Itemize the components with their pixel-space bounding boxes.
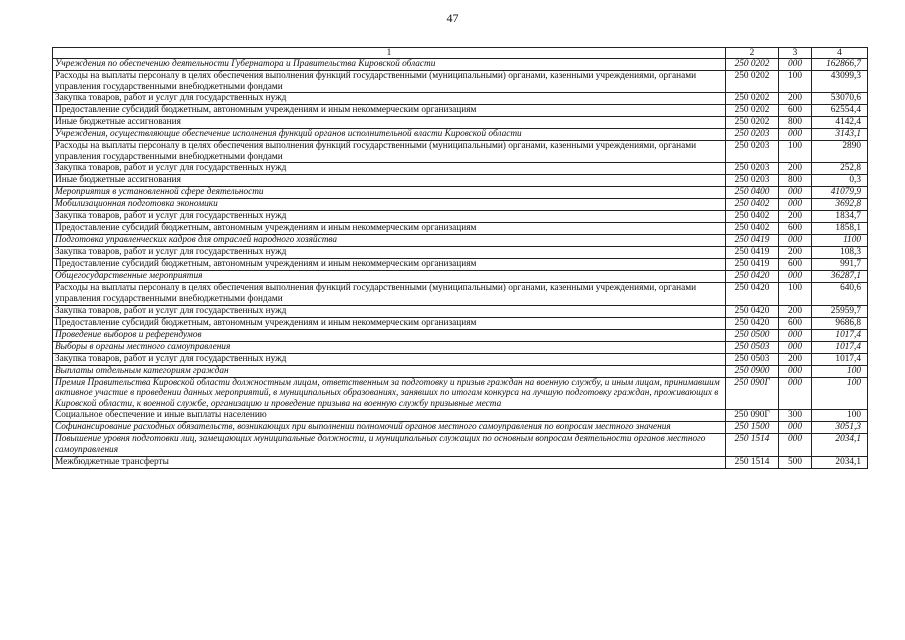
table-row	[53, 353, 868, 365]
row-expense-type-cell: 500	[779, 456, 812, 468]
row-sum-cell: 100	[812, 365, 868, 377]
row-sum-cell: 43099,3	[812, 71, 868, 93]
row-sum-cell: 4142,4	[812, 117, 868, 129]
row-name-cell: Учреждения по обеспечению деятельности Губернатора и Правительства Кировской области	[53, 59, 726, 71]
row-expense-type-cell: 000	[779, 199, 812, 211]
row-name-cell: Предоставление субсидий бюджетным, автономным учреждениям и иным некоммерческим организациям	[53, 223, 726, 235]
row-sum-cell: 9686,8	[812, 317, 868, 329]
row-name-cell: Проведение выборов и референдумов	[53, 329, 726, 341]
row-code-cell: 250 1500	[726, 422, 779, 434]
row-sum-cell: 36287,1	[812, 271, 868, 283]
row-sum-cell: 252,8	[812, 163, 868, 175]
table-row	[53, 410, 868, 422]
row-expense-type-cell: 000	[779, 187, 812, 199]
row-name-cell: Премия Правительства Кировской области должностным лицам, ответственным за подготовку и призыв граждан на военную службу, и иным лицам, принимавшим активное участие в проведении данных мероприятий, в муниципальных образованиях, занявших по итогам конкурса на лучшую подготовку граждан, проживающих в Кировской области, к военной службе, организацию и проведение призыва на военную службу призывные места	[53, 377, 726, 410]
row-code-cell: 250 0202	[726, 59, 779, 71]
table-row	[53, 456, 868, 468]
row-sum-cell: 162866,7	[812, 59, 868, 71]
table-row	[53, 235, 868, 247]
row-sum-cell: 108,3	[812, 247, 868, 259]
table-row	[53, 341, 868, 353]
header-col-2: 2	[726, 48, 779, 59]
row-sum-cell: 2034,1	[812, 456, 868, 468]
row-sum-cell: 3143,1	[812, 129, 868, 141]
row-expense-type-cell: 800	[779, 175, 812, 187]
row-name-cell: Закупка товаров, работ и услуг для государственных нужд	[53, 247, 726, 259]
table-row	[53, 59, 868, 71]
row-code-cell: 250 1514	[726, 434, 779, 456]
row-sum-cell: 53070,6	[812, 93, 868, 105]
table-row	[53, 271, 868, 283]
table-row	[53, 141, 868, 163]
row-name-cell: Предоставление субсидий бюджетным, автономным учреждениям и иным некоммерческим организациям	[53, 317, 726, 329]
row-name-cell: Мобилизационная подготовка экономики	[53, 199, 726, 211]
row-expense-type-cell: 000	[779, 59, 812, 71]
row-sum-cell: 0,3	[812, 175, 868, 187]
row-name-cell: Закупка товаров, работ и услуг для государственных нужд	[53, 211, 726, 223]
row-code-cell: 250 1514	[726, 456, 779, 468]
row-name-cell: Предоставление субсидий бюджетным, автономным учреждениям и иным некоммерческим организациям	[53, 259, 726, 271]
row-code-cell: 250 0203	[726, 175, 779, 187]
row-code-cell: 250 0503	[726, 341, 779, 353]
table-row	[53, 129, 868, 141]
header-col-4: 4	[812, 48, 868, 59]
row-expense-type-cell: 600	[779, 105, 812, 117]
row-sum-cell: 2034,1	[812, 434, 868, 456]
row-expense-type-cell: 000	[779, 434, 812, 456]
row-name-cell: Иные бюджетные ассигнования	[53, 117, 726, 129]
table-row	[53, 365, 868, 377]
row-expense-type-cell: 000	[779, 365, 812, 377]
row-expense-type-cell: 200	[779, 305, 812, 317]
row-expense-type-cell: 000	[779, 422, 812, 434]
row-name-cell: Учреждения, осуществляющие обеспечение исполнения функций органов исполнительной власти Кировской области	[53, 129, 726, 141]
row-code-cell: 250 0402	[726, 211, 779, 223]
table-row	[53, 422, 868, 434]
row-code-cell: 250 0419	[726, 247, 779, 259]
header-col-1: 1	[53, 48, 726, 59]
table-row	[53, 317, 868, 329]
row-name-cell: Предоставление субсидий бюджетным, автономным учреждениям и иным некоммерческим организациям	[53, 105, 726, 117]
row-code-cell: 250 0402	[726, 223, 779, 235]
row-sum-cell: 1858,1	[812, 223, 868, 235]
row-code-cell: 250 0202	[726, 117, 779, 129]
row-sum-cell: 2890	[812, 141, 868, 163]
table-row	[53, 93, 868, 105]
row-name-cell: Софинансирование расходных обязательств, возникающих при выполнении полномочий органов местного самоуправления по вопросам местного значения	[53, 422, 726, 434]
row-code-cell: 250 0500	[726, 329, 779, 341]
row-name-cell: Повышение уровня подготовки лиц, замещающих муниципальные должности, и муниципальных служащих по основным вопросам деятельности органов местного самоуправления	[53, 434, 726, 456]
table-row	[53, 199, 868, 211]
page-number: 47	[446, 11, 459, 25]
row-expense-type-cell: 800	[779, 117, 812, 129]
row-expense-type-cell: 200	[779, 211, 812, 223]
row-code-cell: 250 0202	[726, 71, 779, 93]
row-name-cell: Закупка товаров, работ и услуг для государственных нужд	[53, 163, 726, 175]
row-code-cell: 250 090Г	[726, 410, 779, 422]
row-expense-type-cell: 100	[779, 283, 812, 305]
row-expense-type-cell: 000	[779, 341, 812, 353]
row-code-cell: 250 0202	[726, 105, 779, 117]
budget-table-body	[53, 48, 868, 469]
row-name-cell: Межбюджетные трансферты	[53, 456, 726, 468]
table-row	[53, 175, 868, 187]
row-expense-type-cell: 200	[779, 93, 812, 105]
row-sum-cell: 1017,4	[812, 329, 868, 341]
row-expense-type-cell: 200	[779, 163, 812, 175]
row-code-cell: 250 0420	[726, 283, 779, 305]
row-sum-cell: 41079,9	[812, 187, 868, 199]
table-header-row	[53, 48, 868, 59]
row-sum-cell: 1017,4	[812, 341, 868, 353]
row-expense-type-cell: 000	[779, 271, 812, 283]
row-sum-cell: 640,6	[812, 283, 868, 305]
row-name-cell: Закупка товаров, работ и услуг для государственных нужд	[53, 353, 726, 365]
row-code-cell: 250 0402	[726, 199, 779, 211]
row-name-cell: Выплаты отдельным категориям граждан	[53, 365, 726, 377]
row-sum-cell: 25959,7	[812, 305, 868, 317]
row-expense-type-cell: 100	[779, 141, 812, 163]
row-code-cell: 250 0202	[726, 93, 779, 105]
row-code-cell: 250 0400	[726, 187, 779, 199]
row-expense-type-cell: 200	[779, 247, 812, 259]
table-row	[53, 223, 868, 235]
row-sum-cell: 1017,4	[812, 353, 868, 365]
table-row	[53, 117, 868, 129]
row-code-cell: 250 0420	[726, 305, 779, 317]
row-name-cell: Закупка товаров, работ и услуг для государственных нужд	[53, 305, 726, 317]
table-row	[53, 71, 868, 93]
row-name-cell: Закупка товаров, работ и услуг для государственных нужд	[53, 93, 726, 105]
row-name-cell: Расходы на выплаты персоналу в целях обеспечения выполнения функций государственными (муниципальными) органами, казенными учреждениями, органами управления государственными внебюджетными фондами	[53, 141, 726, 163]
header-col-3: 3	[779, 48, 812, 59]
row-expense-type-cell: 300	[779, 410, 812, 422]
table-row	[53, 163, 868, 175]
row-name-cell: Мероприятия в установленной сфере деятельности	[53, 187, 726, 199]
table-row	[53, 283, 868, 305]
row-expense-type-cell: 600	[779, 223, 812, 235]
table-row	[53, 377, 868, 410]
table-row	[53, 211, 868, 223]
row-sum-cell: 3692,8	[812, 199, 868, 211]
row-name-cell: Расходы на выплаты персоналу в целях обеспечения выполнения функций государственными (муниципальными) органами, казенными учреждениями, органами управления государственными внебюджетными фондами	[53, 71, 726, 93]
table-row	[53, 259, 868, 271]
table-row	[53, 105, 868, 117]
table-row	[53, 434, 868, 456]
row-expense-type-cell: 000	[779, 235, 812, 247]
row-code-cell: 250 0503	[726, 353, 779, 365]
row-sum-cell: 1834,7	[812, 211, 868, 223]
table-row	[53, 247, 868, 259]
row-code-cell: 250 0900	[726, 365, 779, 377]
row-code-cell: 250 0203	[726, 129, 779, 141]
row-name-cell: Иные бюджетные ассигнования	[53, 175, 726, 187]
budget-table	[52, 47, 868, 469]
row-code-cell: 250 0419	[726, 235, 779, 247]
row-sum-cell: 3051,3	[812, 422, 868, 434]
row-code-cell: 250 0203	[726, 163, 779, 175]
row-expense-type-cell: 000	[779, 377, 812, 410]
row-expense-type-cell: 000	[779, 129, 812, 141]
row-name-cell: Выборы в органы местного самоуправления	[53, 341, 726, 353]
row-sum-cell: 62554,4	[812, 105, 868, 117]
row-code-cell: 250 090Г	[726, 377, 779, 410]
table-row	[53, 305, 868, 317]
row-code-cell: 250 0419	[726, 259, 779, 271]
row-expense-type-cell: 600	[779, 317, 812, 329]
row-sum-cell: 100	[812, 410, 868, 422]
row-code-cell: 250 0203	[726, 141, 779, 163]
row-name-cell: Расходы на выплаты персоналу в целях обеспечения выполнения функций государственными (муниципальными) органами, казенными учреждениями, органами управления государственными внебюджетными фондами	[53, 283, 726, 305]
row-expense-type-cell: 600	[779, 259, 812, 271]
row-sum-cell: 991,7	[812, 259, 868, 271]
row-name-cell: Социальное обеспечение и иные выплаты населению	[53, 410, 726, 422]
table-row	[53, 329, 868, 341]
row-sum-cell: 1100	[812, 235, 868, 247]
table-row	[53, 187, 868, 199]
row-expense-type-cell: 000	[779, 329, 812, 341]
row-sum-cell: 100	[812, 377, 868, 410]
row-name-cell: Общегосударственные мероприятия	[53, 271, 726, 283]
row-code-cell: 250 0420	[726, 317, 779, 329]
row-expense-type-cell: 100	[779, 71, 812, 93]
row-code-cell: 250 0420	[726, 271, 779, 283]
row-name-cell: Подготовка управленческих кадров для отраслей народного хозяйства	[53, 235, 726, 247]
row-expense-type-cell: 200	[779, 353, 812, 365]
